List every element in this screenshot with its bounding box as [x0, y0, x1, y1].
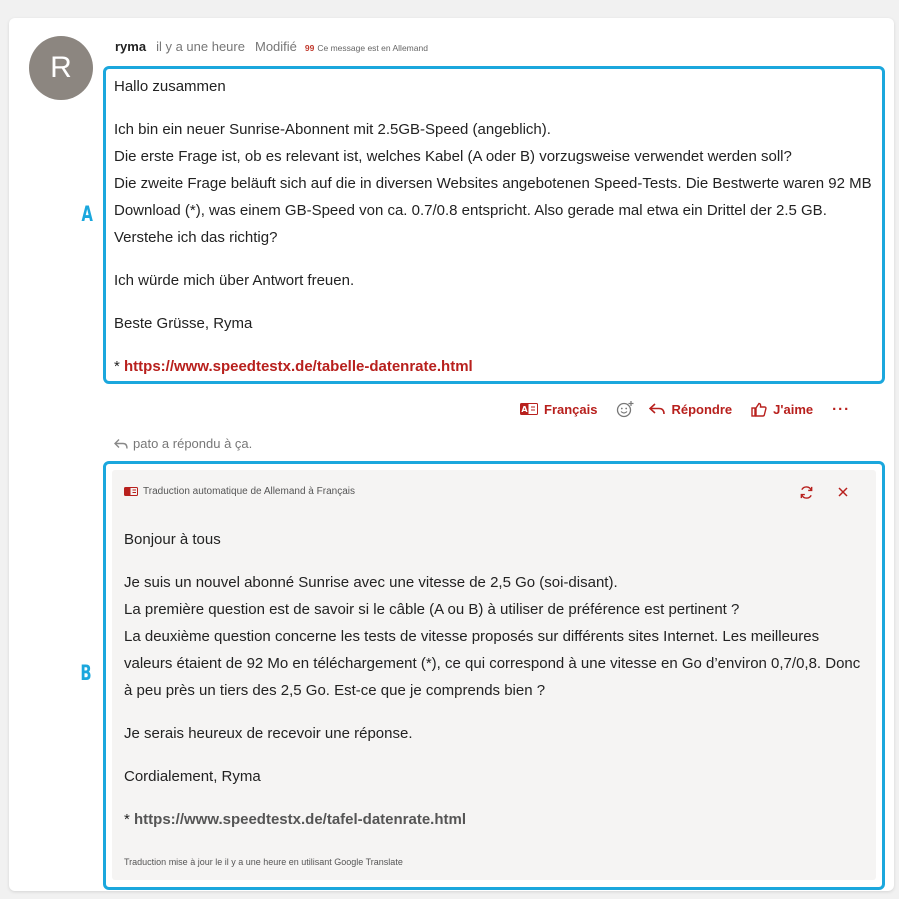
annotation-label-b: B — [80, 661, 92, 685]
post-actions — [520, 397, 850, 421]
annotation-label-a: A — [81, 202, 93, 226]
reply-icon — [114, 438, 128, 450]
refresh-translation-button[interactable] — [799, 485, 814, 505]
post-paragraph: Hallo zusammen — [114, 78, 226, 95]
post-meta — [115, 39, 428, 55]
post-link-line: * https://www.speedtestx.de/tabelle-datenrate.html — [114, 358, 473, 375]
close-translation-button[interactable] — [836, 485, 850, 504]
reply-icon — [649, 402, 665, 416]
add-reaction-button[interactable] — [616, 400, 640, 418]
translation-paragraph: Je suis un nouvel abonné Sunrise avec une vitesse de 2,5 Go (soi-disant). La première question est de savoir si le câble (A ou B) à utiliser de préférence est pertinent ? La deuxième question concerne les tests de vitesse proposés sur différents sites Internet. Les meilleures valeurs étaient de 92 Mo en téléchargement (*), ce qui correspond à une vitesse en Go d’environ 0,7/0,8. Donc à peu près un tiers des 2,5 Go. Est-ce que je comprends bien ? — [124, 574, 861, 699]
reply-note[interactable]: pato a répondu à ça. — [114, 436, 252, 451]
speedtest-link[interactable]: https://www.speedtestx.de/tabelle-datenrate.html — [124, 358, 473, 375]
post-paragraph: Beste Grüsse, Ryma — [114, 315, 253, 332]
translation-paragraph: Bonjour à tous — [124, 531, 221, 548]
language-note: 99 Ce message est en Allemand — [304, 43, 428, 53]
svg-text:A: A — [521, 405, 528, 414]
like-button[interactable]: J'aime — [751, 402, 813, 417]
post-paragraph: Ich würde mich über Antwort freuen. — [114, 272, 355, 289]
emoji-icon — [616, 400, 634, 418]
translation-link-line: * https://www.speedtestx.de/tafel-datenrate.html — [124, 811, 467, 828]
post-body — [114, 73, 874, 396]
post-time[interactable]: il y a une heure — [156, 39, 245, 54]
translation-footer: Traduction mise à jour le il y a une heure en utilisant Google Translate — [124, 857, 403, 867]
avatar[interactable]: R — [29, 36, 93, 100]
post-paragraph: Ich bin ein neuer Sunrise-Abonnent mit 2.5GB-Speed (angeblich). Die erste Frage ist, ob es relevant ist, welches Kabel (A oder B) vorzugsweise verwendet werden soll? Die zweite Frage beläuft sich auf die in diversen Websites angebotenen Speed-Tests. Die Bestwerte waren 92 MB Download (*), was einem GB-Speed von ca. 0.7/0.8 entspricht. Also gerade mal etwa ein Drittel der 2.5 GB. Verstehe ich das richtig? — [114, 121, 872, 246]
translation-paragraph: Cordialement, Ryma — [124, 768, 261, 785]
reply-button[interactable]: Répondre — [649, 402, 732, 417]
more-options-button[interactable]: ··· — [832, 400, 851, 418]
translation-body — [124, 526, 864, 849]
author-name[interactable]: ryma — [115, 39, 147, 54]
edited-label[interactable]: Modifié — [254, 39, 297, 54]
translation-paragraph: Je serais heureux de recevoir une réponse. — [124, 725, 413, 742]
translate-icon — [520, 403, 538, 415]
close-icon — [836, 485, 850, 499]
refresh-icon — [799, 485, 814, 500]
thumbs-up-icon — [751, 402, 767, 417]
translate-icon — [124, 487, 138, 496]
quote-icon: 99 — [304, 43, 315, 53]
translated-speedtest-link[interactable]: https://www.speedtestx.de/tafel-datenrate.html — [134, 811, 467, 828]
translate-button[interactable]: A Français — [521, 401, 598, 417]
translation-header: Traduction automatique de Allemand à Français — [124, 486, 355, 497]
